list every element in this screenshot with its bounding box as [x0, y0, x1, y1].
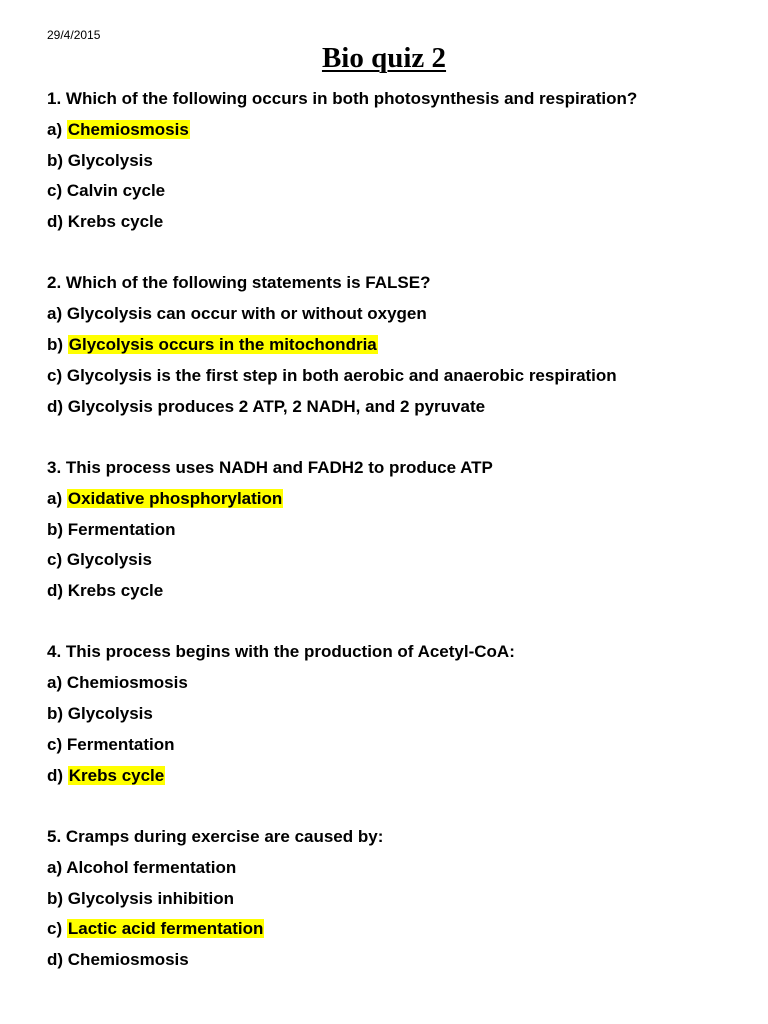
answer-option	[47, 580, 747, 611]
answer-option	[47, 703, 747, 734]
option-text: Fermentation	[66, 734, 175, 754]
page-title: Bio quiz 2	[321, 42, 447, 74]
option-letter: a)	[47, 304, 63, 324]
option-letter: c)	[47, 919, 63, 939]
question-prompt: 1. Which of the following occurs in both photosynthesis and respiration?	[47, 89, 638, 108]
answer-option	[47, 519, 747, 550]
question-1	[47, 88, 747, 242]
option-text: Glycolysis produces 2 ATP, 2 NADH, and 2 pyruvate	[67, 396, 486, 416]
option-text: Glycolysis	[66, 550, 152, 570]
option-letter: a)	[47, 857, 63, 877]
option-text: Glycolysis is the first step in both aerobic and anaerobic respiration	[66, 365, 617, 385]
answer-option	[47, 765, 747, 796]
option-letter: c)	[47, 181, 63, 201]
answer-option	[47, 396, 747, 427]
option-letter: a)	[47, 119, 63, 139]
option-text: Lactic acid fermentation	[67, 919, 264, 939]
option-letter: b)	[47, 519, 64, 539]
option-text: Glycolysis	[67, 150, 153, 170]
option-letter: b)	[47, 704, 64, 724]
answer-option	[47, 150, 747, 181]
option-text: Glycolysis can occur with or without oxygen	[66, 304, 427, 324]
answer-option	[47, 672, 747, 703]
option-letter: d)	[47, 581, 64, 601]
option-letter: d)	[47, 765, 64, 785]
answer-option	[47, 734, 747, 765]
answer-option	[47, 211, 747, 242]
answer-option	[47, 549, 747, 580]
option-letter: c)	[47, 365, 63, 385]
option-letter: b)	[47, 888, 64, 908]
option-letter: b)	[47, 150, 64, 170]
question-prompt: 3. This process uses NADH and FADH2 to produce ATP	[47, 457, 493, 477]
question-prompt: 4. This process begins with the production of Acetyl-CoA:	[47, 642, 515, 662]
question-5	[47, 826, 747, 980]
answer-option	[47, 334, 747, 365]
option-text: Chemiosmosis	[67, 119, 189, 139]
option-letter: c)	[47, 734, 63, 754]
option-text: Krebs cycle	[67, 581, 164, 601]
option-letter: d)	[47, 212, 64, 232]
option-text: Alcohol fermentation	[66, 857, 237, 877]
document-date: 29/4/2015	[47, 28, 101, 42]
option-text: Chemiosmosis	[66, 673, 188, 693]
answer-option	[47, 119, 747, 150]
answer-option	[47, 918, 747, 949]
option-text: Glycolysis inhibition	[67, 888, 235, 908]
answer-option	[47, 488, 747, 519]
question-3	[47, 457, 747, 611]
option-letter: a)	[47, 488, 63, 508]
option-text: Calvin cycle	[66, 181, 166, 201]
option-text: Krebs cycle	[68, 765, 165, 785]
option-letter: d)	[47, 396, 64, 416]
answer-option	[47, 888, 747, 919]
option-letter: c)	[47, 550, 63, 570]
question-4	[47, 641, 747, 795]
option-letter: d)	[47, 950, 64, 970]
option-text: Chemiosmosis	[67, 950, 189, 970]
option-text: Glycolysis	[67, 704, 153, 724]
option-text: Krebs cycle	[67, 212, 164, 232]
question-prompt: 2. Which of the following statements is FALSE?	[47, 273, 431, 293]
option-text: Oxidative phosphorylation	[67, 488, 283, 508]
question-list	[47, 88, 747, 1010]
option-text: Glycolysis occurs in the mitochondria	[68, 335, 377, 355]
answer-option	[47, 949, 747, 980]
option-text: Fermentation	[67, 519, 176, 539]
question-2	[47, 272, 747, 426]
option-letter: a)	[47, 673, 63, 693]
option-letter: b)	[47, 335, 64, 355]
answer-option	[47, 180, 747, 211]
answer-option	[47, 365, 747, 396]
question-prompt: 5. Cramps during exercise are caused by:	[47, 826, 384, 846]
answer-option	[47, 857, 747, 888]
answer-option	[47, 303, 747, 334]
